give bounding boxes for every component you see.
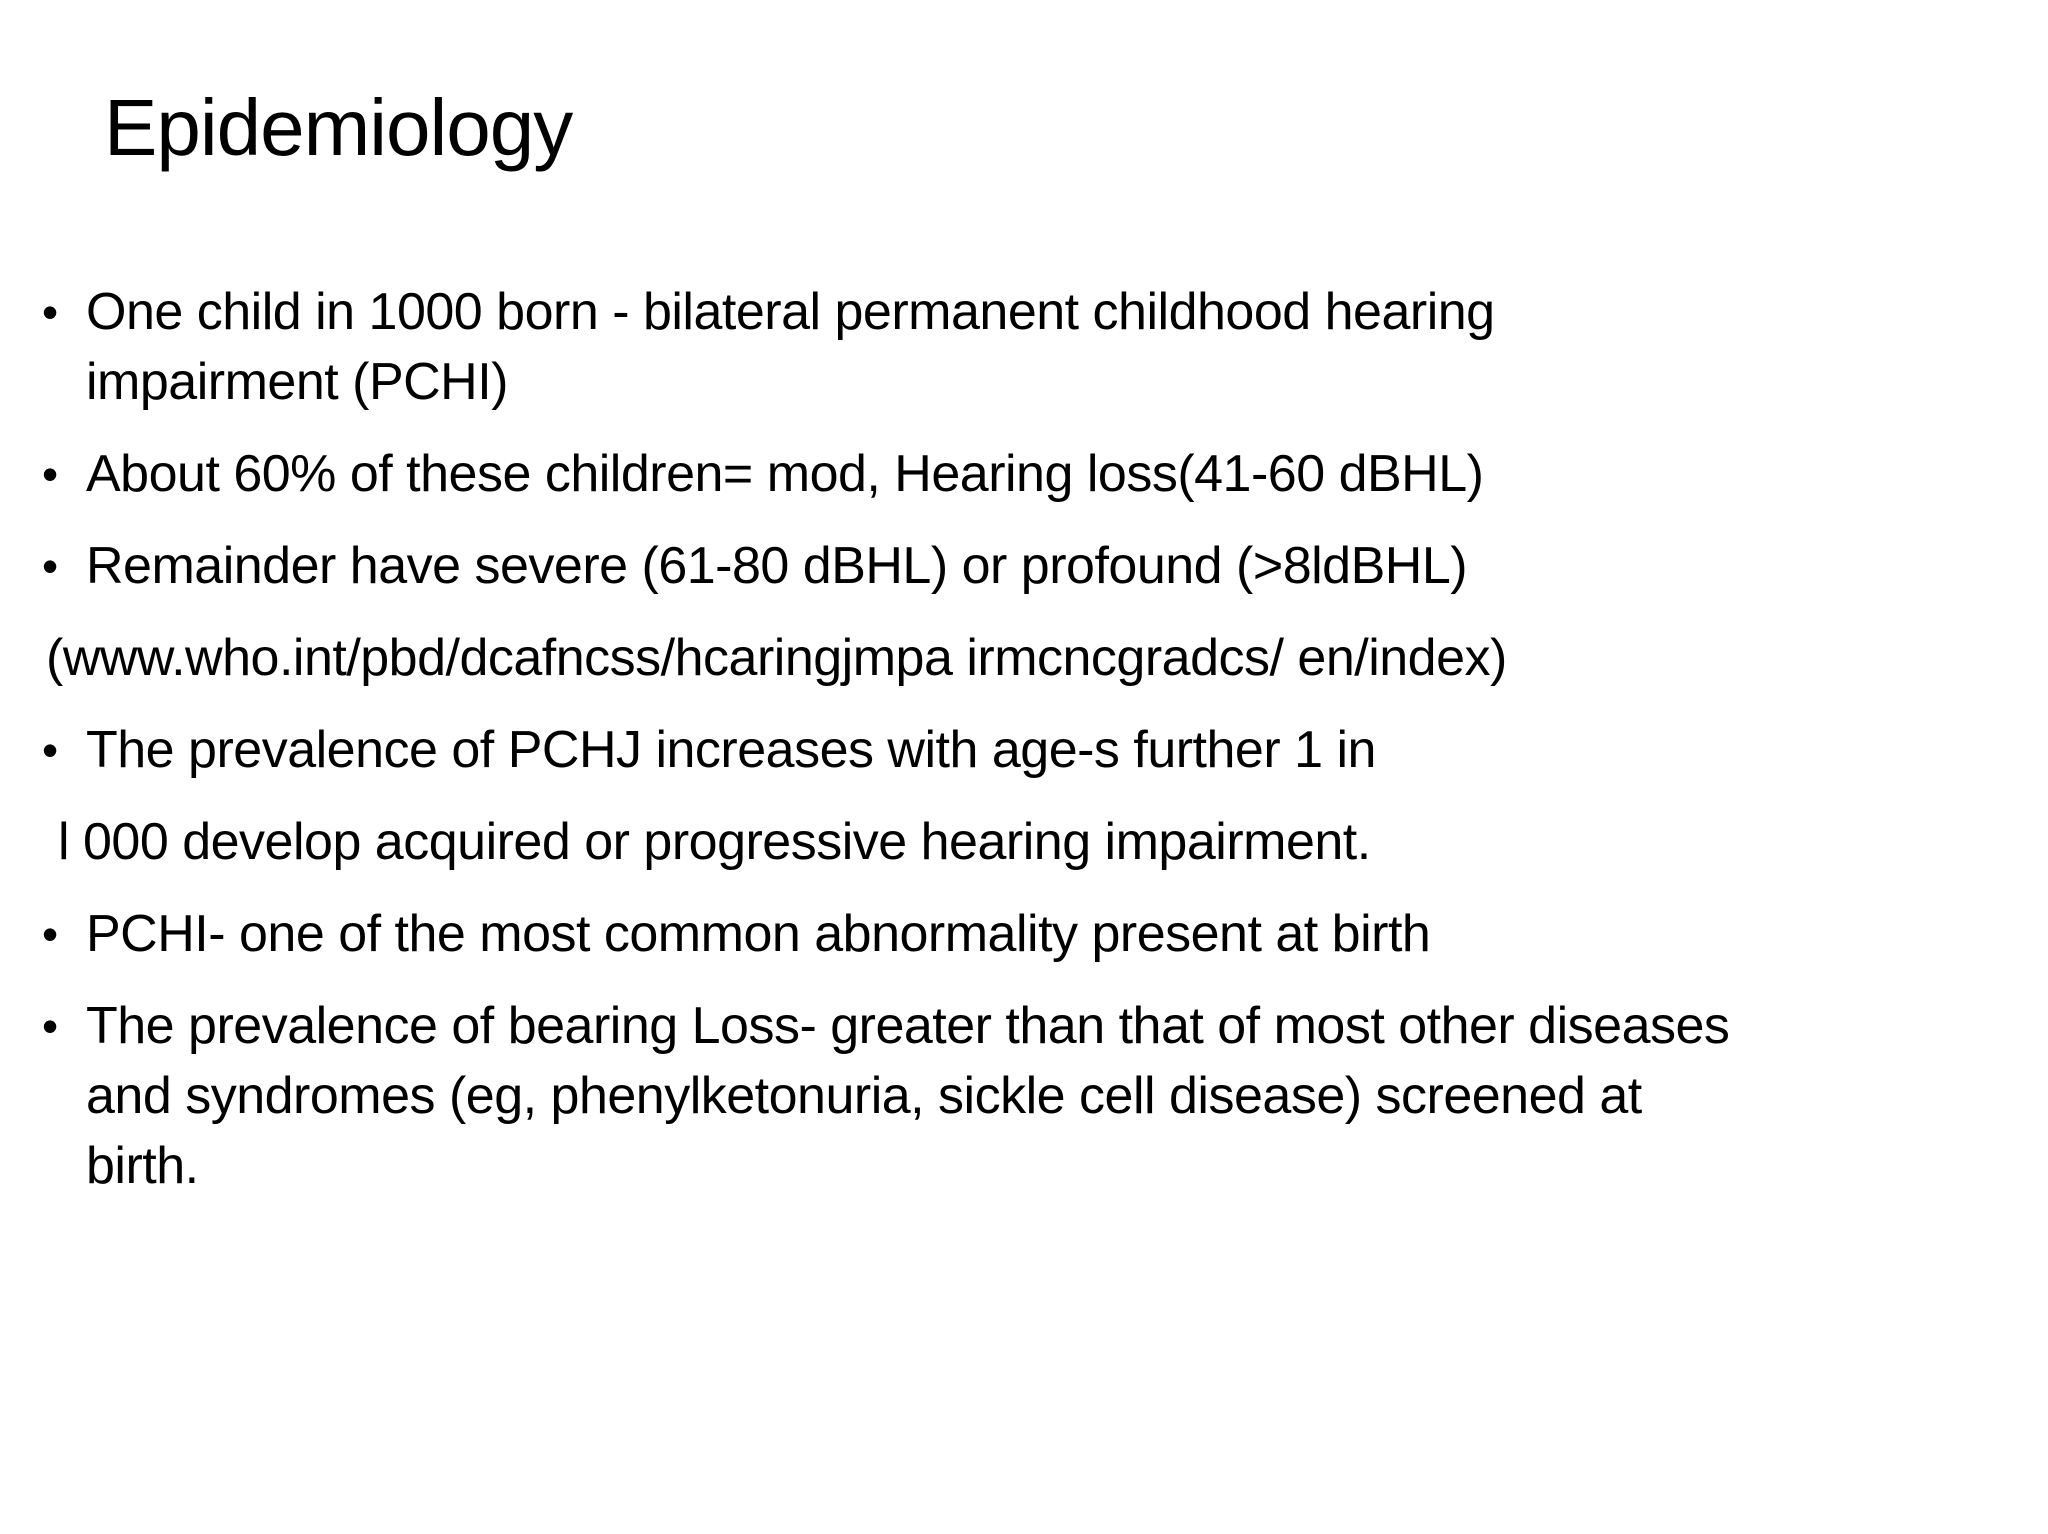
bullet-text: • The prevalence of bearing Loss- greater than that of most other diseases [86,992,1729,1060]
bullet-text: • PCHI- one of the most common abnormality present at birth [86,900,1430,968]
bullet-continuation: birth. [86,1137,199,1195]
bullet-text: • Remainder have severe (61-80 dBHL) or profound (>8ldBHL) [86,532,1467,600]
bullet-continuation: and syndromes (eg, phenylketonuria, sickle cell disease) screened at [86,1067,1642,1125]
bullet-continuation: impairment (PCHI) [86,353,508,411]
bullet-text: • About 60% of these children= mod, Hearing loss(41-60 dBHL) [86,440,1483,508]
bullet-text: • The prevalence of PCHJ increases with age-s further 1 in [86,716,1376,784]
slide-title: Epidemiology [104,83,573,172]
bullet-text: • One child in 1000 born - bilateral permanent childhood hearing [86,278,1495,346]
reference-text: (www.who.int/pbd/dcafncss/hcaringjmpa irmcncgradcs/ en/index) [46,629,1507,687]
plain-text: l 000 develop acquired or progressive hearing impairment. [58,813,1371,871]
